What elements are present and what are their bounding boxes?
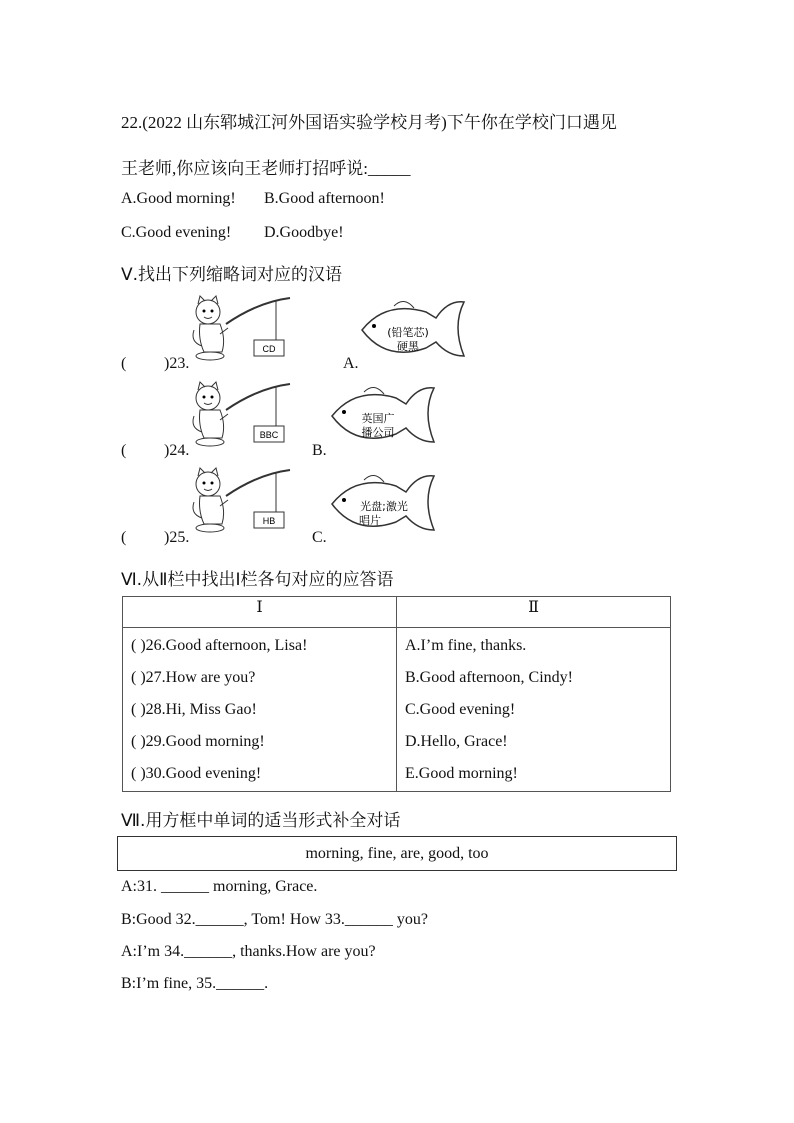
sign-bbc: BBC: [259, 430, 279, 440]
list-item: A.I’m fine, thanks.: [405, 637, 527, 654]
section-7-title: Ⅶ.用方框中单词的适当形式补全对话: [121, 811, 401, 831]
column-1: [123, 628, 397, 792]
dialogue-line: B:Good 32.______, Tom! How 33.______ you?: [121, 911, 429, 928]
list-item: ( )28.Hi, Miss Gao!: [131, 701, 257, 718]
list-item: ( )26.Good afternoon, Lisa!: [131, 637, 308, 654]
fish-a-text-2: 硬黑: [397, 340, 419, 353]
column-1-header: Ⅰ: [123, 597, 397, 628]
fish-b-text-2: 播公司: [361, 426, 395, 439]
q22-option-c: C.Good evening!: [121, 224, 232, 241]
paren-open-23: (: [121, 355, 127, 372]
paren-open-24: (: [121, 442, 127, 459]
dialogue-line: B:I’m fine, 35.______.: [121, 975, 269, 992]
q22-option-a: A.Good morning!: [121, 190, 236, 207]
list-item: ( )30.Good evening!: [131, 765, 262, 782]
fish-a-text-1: (铅笔芯): [387, 326, 429, 339]
list-item: D.Hello, Grace!: [405, 733, 508, 750]
paren-open-25: (: [121, 529, 127, 546]
list-item: B.Good afternoon, Cindy!: [405, 669, 573, 686]
item-number-25: )25.: [164, 529, 190, 546]
fish-b-icon: [326, 382, 438, 450]
list-item: C.Good evening!: [405, 701, 516, 718]
q22-line1: 22.(2022 山东郓城江河外国语实验学校月考)下午你在学校门口遇见: [121, 113, 617, 132]
fish-c-text-1: 光盘;激光: [360, 500, 408, 513]
column-2-header: Ⅱ: [397, 597, 671, 628]
fish-c-icon: [326, 470, 438, 538]
matching-table: [122, 596, 671, 792]
list-item: ( )27.How are you?: [131, 669, 256, 686]
section-5-title: Ⅴ.找出下列缩略词对应的汉语: [121, 265, 343, 285]
dialogue-line: A:I’m 34.______, thanks.How are you?: [121, 943, 376, 960]
q22-option-d: D.Goodbye!: [264, 224, 344, 241]
word-box: morning, fine, are, good, too: [117, 836, 677, 871]
cat-fishing-icon: [188, 466, 298, 536]
fish-a-icon: [356, 296, 468, 364]
item-number-24: )24.: [164, 442, 190, 459]
cat-fishing-icon: [188, 380, 298, 450]
sign-cd: CD: [262, 344, 276, 354]
cat-fishing-icon: [188, 294, 298, 364]
fish-c-text-2: 唱片: [359, 514, 381, 527]
fish-b-text-1: 英国广: [361, 412, 395, 425]
letter-a: A.: [343, 355, 359, 372]
sign-hb: HB: [262, 516, 276, 526]
item-number-23: )23.: [164, 355, 190, 372]
q22-option-b: B.Good afternoon!: [264, 190, 385, 207]
q22-line2: 王老师,你应该向王老师打招呼说:_____: [121, 159, 411, 178]
letter-b: B.: [312, 442, 327, 459]
section-6-title: Ⅵ.从Ⅱ栏中找出Ⅰ栏各句对应的应答语: [121, 570, 394, 590]
letter-c: C.: [312, 529, 327, 546]
column-2: [397, 628, 671, 792]
list-item: ( )29.Good morning!: [131, 733, 265, 750]
list-item: E.Good morning!: [405, 765, 518, 782]
dialogue-line: A:31. ______ morning, Grace.: [121, 878, 318, 895]
